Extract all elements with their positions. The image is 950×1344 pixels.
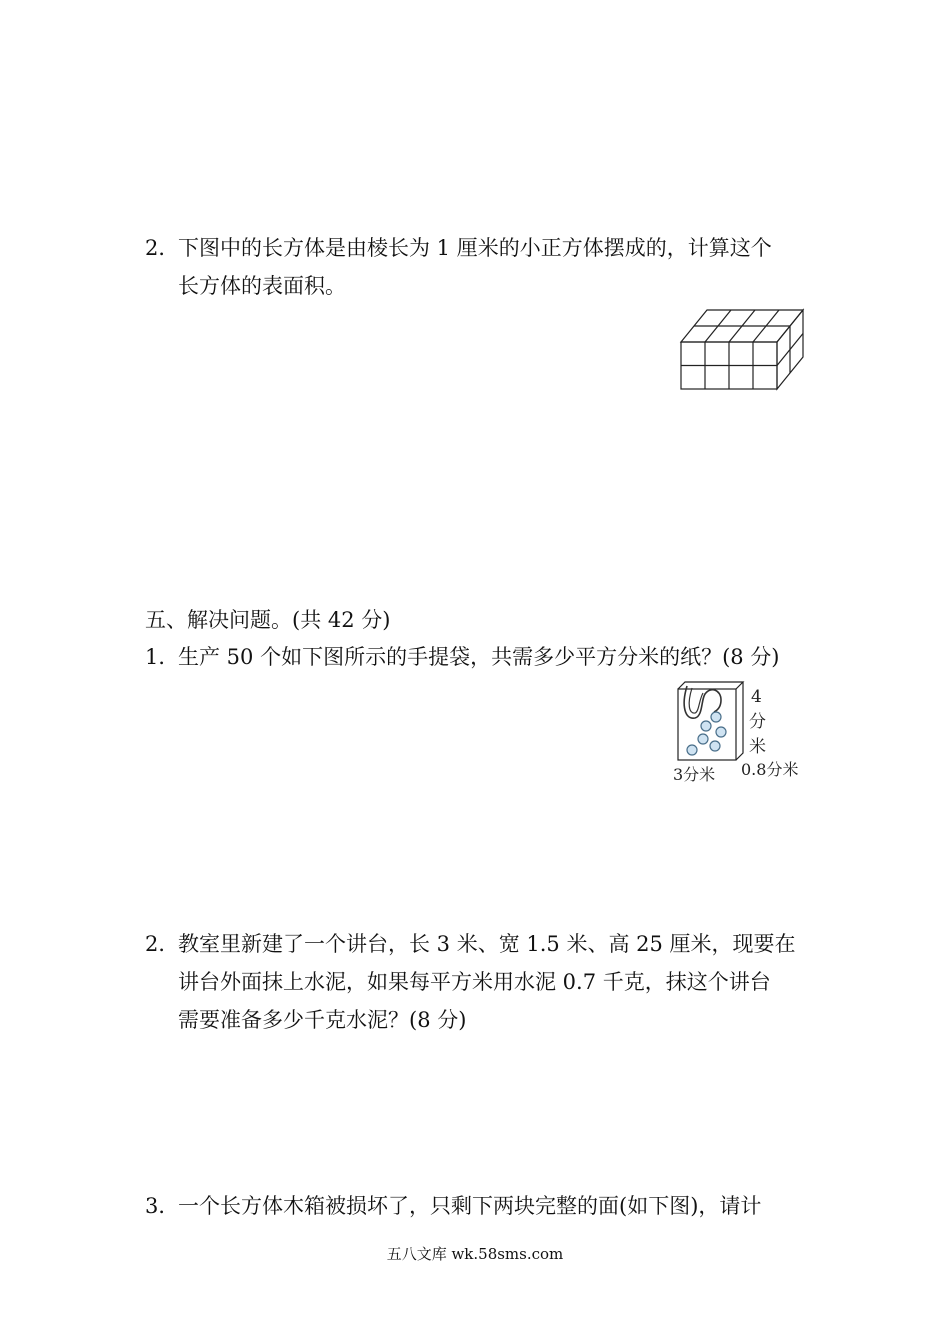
cuboid-figure (676, 305, 812, 395)
question-text-line: 讲台外面抹上水泥，如果每平方米用水泥 0.7 千克，抹这个讲台 (178, 970, 771, 994)
question-number: 1． (145, 645, 180, 669)
question-text-line: 一个长方体木箱被损坏了，只剩下两块完整的面(如下图)，请计 (178, 1194, 762, 1218)
question-text-line: 生产 50 个如下图所示的手提袋，共需多少平方分米的纸？(8 分) (178, 645, 780, 669)
handbag-figure (665, 676, 815, 794)
question-number: 3． (145, 1194, 180, 1218)
question-number: 2． (145, 932, 180, 956)
section-heading: 五、解决问题。(共 42 分) (145, 608, 391, 632)
question-text-line: 长方体的表面积。 (178, 274, 346, 298)
question-text-line: 需要准备多少千克水泥？(8 分) (178, 1008, 467, 1032)
bag-depth-label: 0.8分米 (741, 760, 799, 779)
question-text-line: 下图中的长方体是由棱长为 1 厘米的小正方体摆成的，计算这个 (178, 236, 772, 260)
question-number: 2． (145, 236, 180, 260)
bag-height-unit-1: 分 (749, 712, 766, 732)
question-text-line: 教室里新建了一个讲台，长 3 米、宽 1.5 米、高 25 厘米，现要在 (178, 932, 796, 956)
bag-height-number: 4 (751, 687, 762, 707)
bag-height-unit-2: 米 (749, 737, 766, 757)
bag-width-label: 3分米 (673, 765, 716, 784)
page-footer: 五八文库 wk.58sms.com (386, 1245, 564, 1263)
